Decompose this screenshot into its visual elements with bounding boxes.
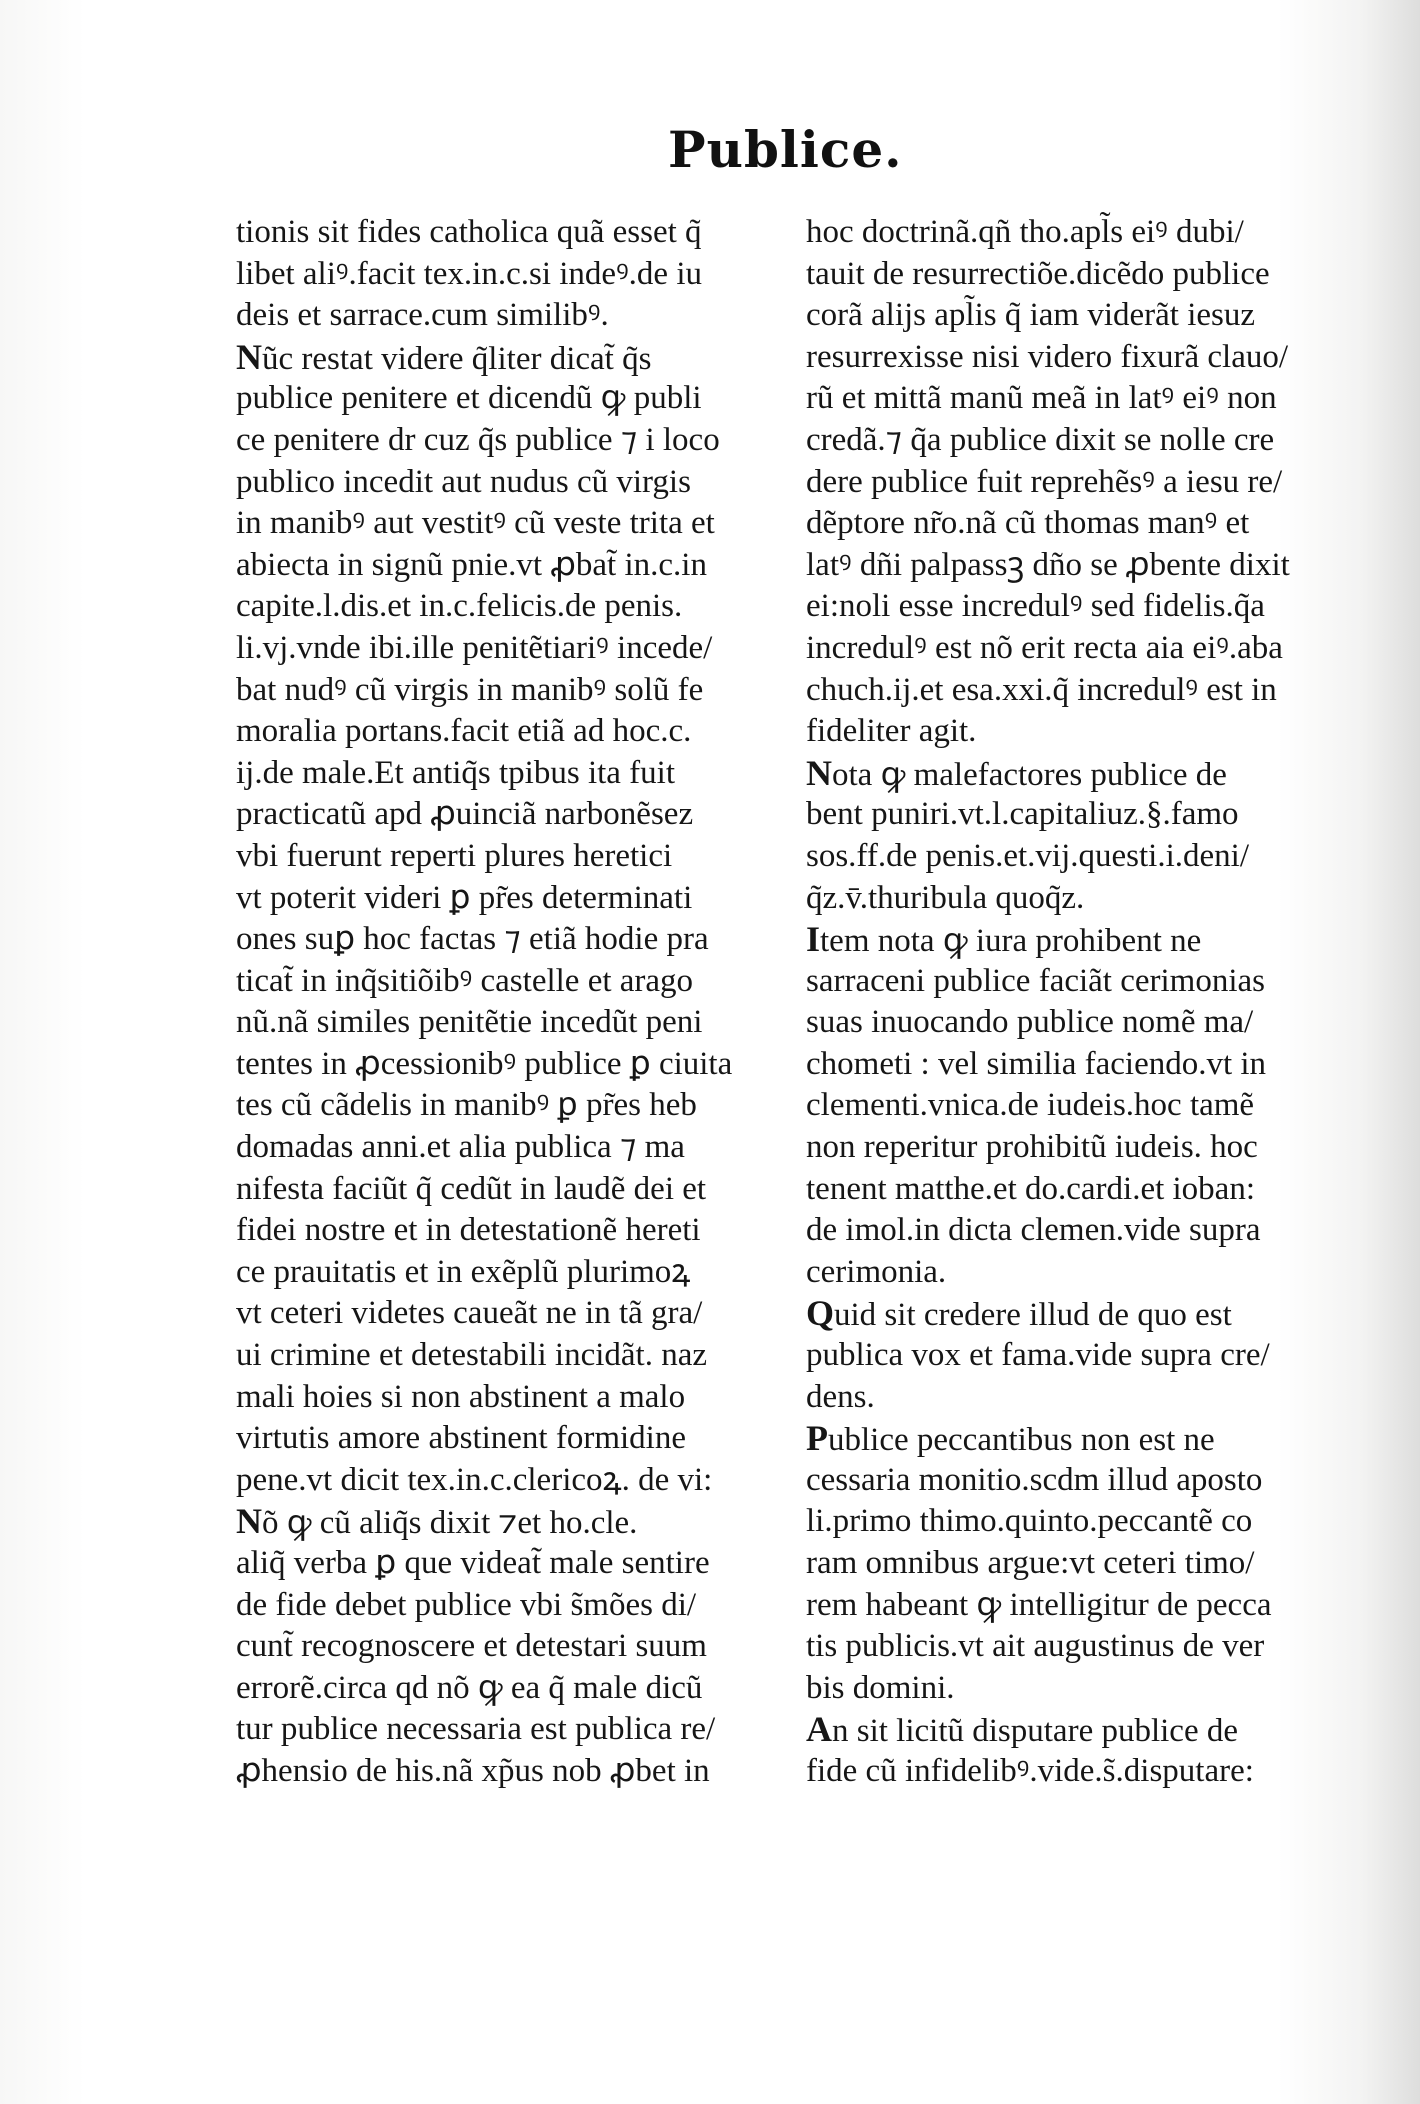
text-line: ones suꝑ hoc factas ⁊ etiã hodie pra [236,921,709,958]
text-line: publica vox et fama.vide supra cre/ [806,1337,1270,1374]
page-edge-shadow [1360,0,1420,2104]
text-line: publico incedit aut nudus cũ virgis [236,463,691,500]
text-line: chuch.ij.et esa.xxi.q̃ incredulꝰ est in [806,671,1277,708]
paragraph-start-line: An sit licitũ disputare publice de [806,1709,1238,1750]
text-line: latꝰ dñi palpassꝫ dño se ꝓbente dixit [806,546,1290,583]
text-line: bent puniri.vt.l.capitaliuz.§.famo [806,796,1239,833]
paragraph-start-line: Item nota ꝙ iura prohibent ne [806,919,1202,960]
text-line: practicatũ apd ꝓuinciã narbonẽsez [236,796,694,833]
text-line: fideliter agit. [806,713,977,750]
text-line: rũ et mittã manũ meã in latꝰ eiꝰ non [806,380,1277,417]
text-line: tauit de resurrectiõe.dicẽdo publice [806,255,1270,292]
text-line: de imol.in dicta clemen.vide supra [806,1212,1261,1249]
text-line: ꝓhensio de his.nã xp̃us nob ꝓbet in [236,1752,710,1789]
text-line: cessaria monitio.scdm illud aposto [806,1461,1263,1498]
text-line: bis domini. [806,1669,955,1706]
text-line: moralia portans.facit etiã ad hoc.c. [236,713,692,750]
text-line: chometi : vel similia faciendo.vt in [806,1045,1267,1082]
text-line: de fide debet publice vbi s̃mões di/ [236,1586,697,1623]
text-line: fide cũ infidelibꝰ.vide.s̃.disputare: [806,1752,1254,1789]
text-line: ui crimine et detestabili incidãt. naz [236,1337,707,1374]
text-line: dẽptore nr̃o.nã cũ thomas manꝰ et [806,505,1250,542]
text-line: dere publice fuit reprehẽsꝰ a iesu re/ [806,463,1283,500]
text-line: ce penitere dr cuz q̃s publice ⁊ i loco [236,421,720,458]
paragraph-start-line: Nũc restat videre q̃liter dicat̃ q̃s [236,336,652,377]
text-line: mali hoies si non abstinent a malo [236,1378,686,1415]
text-line: dens. [806,1378,875,1415]
text-line: deis et sarrace.cum similibꝰ. [236,297,609,334]
paragraph-start-line: Nota ꝙ malefactores publice de [806,752,1227,793]
text-line: credã.⁊ q̃a publice dixit se nolle cre [806,421,1275,458]
paragraph-start-line: Nõ ꝙ cũ aliq̃s dixit ⁊et ho.cle. [236,1501,638,1542]
text-line: ce prauitatis et in exẽplũ plurimoꝝ [236,1253,691,1290]
text-line: libet aliꝰ.facit tex.in.c.si indeꝰ.de iu [236,255,702,292]
text-line: vt ceteri videtes caueãt ne in tã gra/ [236,1295,703,1332]
text-line: vt poterit videri ꝑ pr̃es determinati [236,879,693,916]
text-line: fidei nostre et in detestationẽ hereti [236,1212,701,1249]
text-line: pene.vt dicit tex.in.c.clericoꝝ. de vi: [236,1461,713,1498]
right-column [806,212,1326,1793]
text-line: aliq̃ verba ꝑ que videat̃ male sentire [236,1545,710,1581]
text-line: domadas anni.et alia publica ⁊ ma [236,1129,685,1166]
text-line: suas inuocando publice nomẽ ma/ [806,1004,1254,1041]
text-line: cunt̃ recognoscere et detestari suum [236,1628,707,1665]
running-head: Publice. [668,120,903,179]
text-line: sarraceni publice faciãt cerimonias [806,962,1266,999]
text-line: bat nudꝰ cũ virgis in manibꝰ solũ fe [236,671,704,708]
paragraph-start-line: Quid sit credere illud de quo est [806,1293,1232,1334]
text-line: nũ.nã similes penitẽtie incedũt peni [236,1004,703,1041]
text-line: cerimonia. [806,1253,947,1290]
text-line: li.vj.vnde ibi.ille penitẽtiariꝰ incede/ [236,629,713,666]
text-line: nifesta faciũt q̃ cedũt in laudẽ dei et [236,1170,707,1207]
text-line: virtutis amore abstinent formidine [236,1420,686,1457]
text-line: in manibꝰ aut vestitꝰ cũ veste trita et [236,505,715,542]
text-line: li.primo thimo.quinto.peccantẽ co [806,1503,1253,1540]
text-line: hoc doctrinã.qñ tho.apl̃s eiꝰ dubi/ [806,214,1244,250]
text-line: ij.de male.Et antiq̃s tpibus ita fuit [236,754,676,791]
text-line: abiecta in signũ pnie.vt ꝓbat̃ in.c.in [236,546,707,583]
text-line: ei:noli esse incredulꝰ sed fidelis.q̃a [806,588,1265,625]
text-line: vbi fuerunt reperti plures heretici [236,837,673,874]
text-line: errorẽ.circa qd nõ ꝙ ea q̃ male dicũ [236,1669,703,1706]
text-line: rem habeant ꝙ intelligitur de pecca [806,1586,1272,1623]
text-line: tes cũ cãdelis in manibꝰ ꝑ pr̃es heb [236,1087,697,1124]
text-line: resurrexisse nisi videro fixurã clauo/ [806,338,1289,375]
text-line: tenent matthe.et do.cardi.et ioban: [806,1170,1255,1207]
text-line: tur publice necessaria est publica re/ [236,1711,716,1748]
text-line: q̃z.v̄.thuribula quoq̃z. [806,879,1085,916]
text-line: ticat̃ in inq̃sitiõibꝰ castelle et arago [236,962,694,999]
text-line: corã alijs apl̃is q̃ iam viderãt iesuz [806,297,1256,334]
text-line: publice penitere et dicendũ ꝙ publi [236,380,702,417]
text-line: incredulꝰ est nõ erit recta aia eiꝰ.aba [806,629,1283,666]
left-column [236,212,756,1793]
paragraph-start-line: Publice peccantibus non est ne [806,1418,1215,1459]
text-line: non reperitur prohibitũ iudeis. hoc [806,1129,1258,1166]
text-line: ram omnibus argue:vt ceteri timo/ [806,1545,1255,1581]
text-line: clementi.vnica.de iudeis.hoc tamẽ [806,1087,1255,1124]
text-line: sos.ff.de penis.et.vij.questi.i.deni/ [806,837,1250,874]
text-line: tis publicis.vt ait augustinus de ver [806,1628,1265,1665]
text-line: tentes in ꝓcessionibꝰ publice ꝑ ciuita [236,1045,733,1082]
text-line: tionis sit fides catholica quã esset q̃ [236,214,702,250]
text-line: capite.l.dis.et in.c.felicis.de penis. [236,588,683,625]
